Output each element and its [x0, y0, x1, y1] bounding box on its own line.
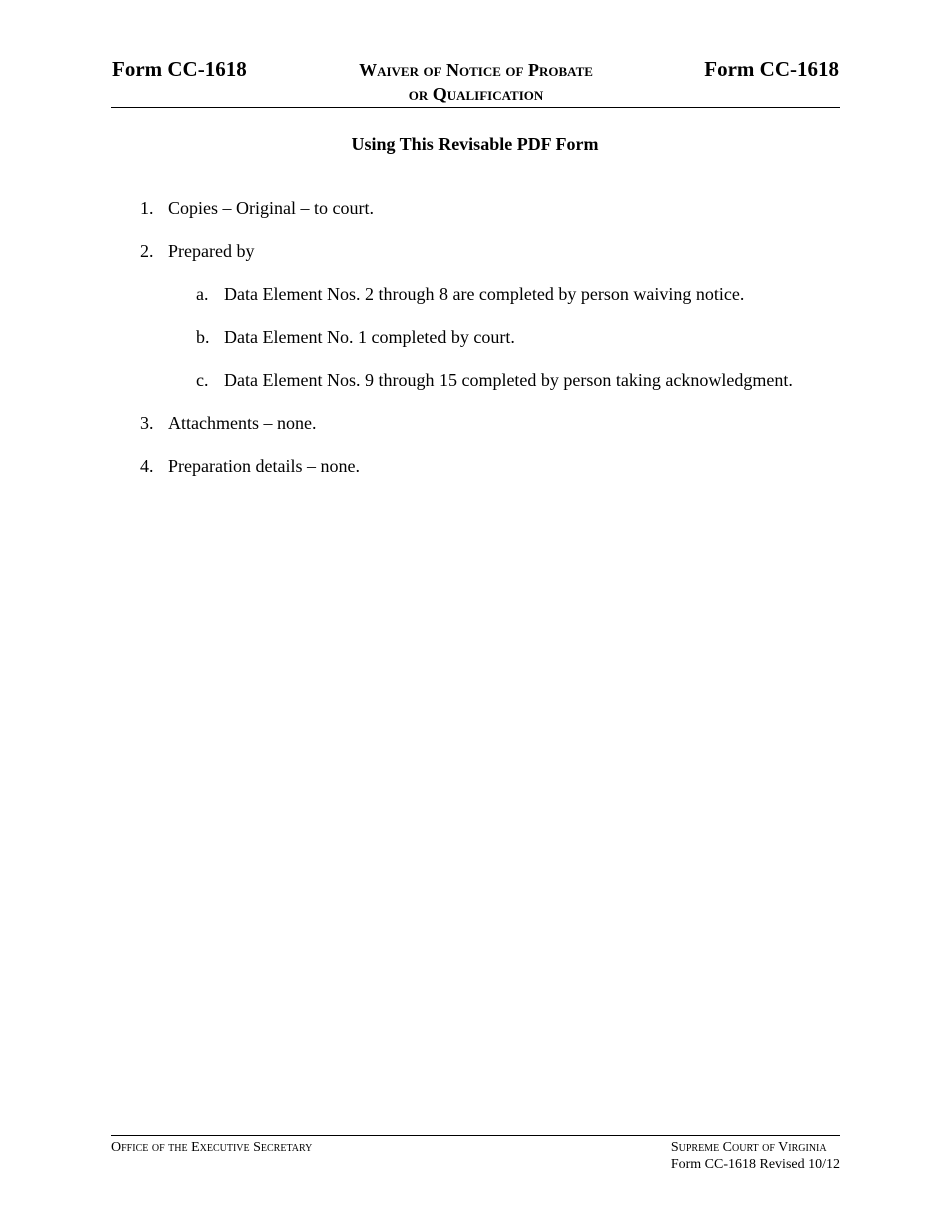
item-text: Copies – Original – to court.: [168, 198, 374, 218]
form-title-line1: Waiver of Notice of Probate: [359, 60, 593, 80]
item-text: Prepared by: [168, 241, 255, 261]
item-number: 3.: [140, 413, 154, 433]
page-footer: [111, 1135, 840, 1172]
form-title: [301, 58, 651, 106]
subitem-letter: c.: [196, 370, 209, 390]
subitem-text: Data Element Nos. 9 through 15 completed by person taking acknowledgment.: [224, 370, 793, 390]
item-number: 1.: [140, 198, 154, 218]
form-id-left: Form CC-1618: [112, 57, 247, 81]
subitem-text: Data Element No. 1 completed by court.: [224, 327, 515, 347]
footer-court-name: Supreme Court of Virginia: [670, 1140, 827, 1155]
form-id-right: Form CC-1618: [704, 57, 839, 81]
section-heading: Using This Revisable PDF Form: [351, 134, 599, 154]
footer-form-revision: Form CC-1618 Revised 10/12: [670, 1157, 840, 1172]
page-header: [111, 55, 840, 108]
footer-court-info: [671, 1139, 840, 1173]
subitem-letter: a.: [196, 284, 209, 304]
subitem-text: Data Element Nos. 2 through 8 are completed by person waiving notice.: [224, 284, 745, 304]
item-number: 4.: [140, 456, 154, 476]
item-number: 2.: [140, 241, 154, 261]
subitem-letter: b.: [196, 327, 210, 347]
form-title-line2: or Qualification: [408, 84, 544, 104]
footer-office: Office of the Executive Secretary: [111, 1140, 313, 1155]
item-text: Attachments – none.: [168, 413, 317, 433]
item-text: Preparation details – none.: [168, 456, 360, 476]
